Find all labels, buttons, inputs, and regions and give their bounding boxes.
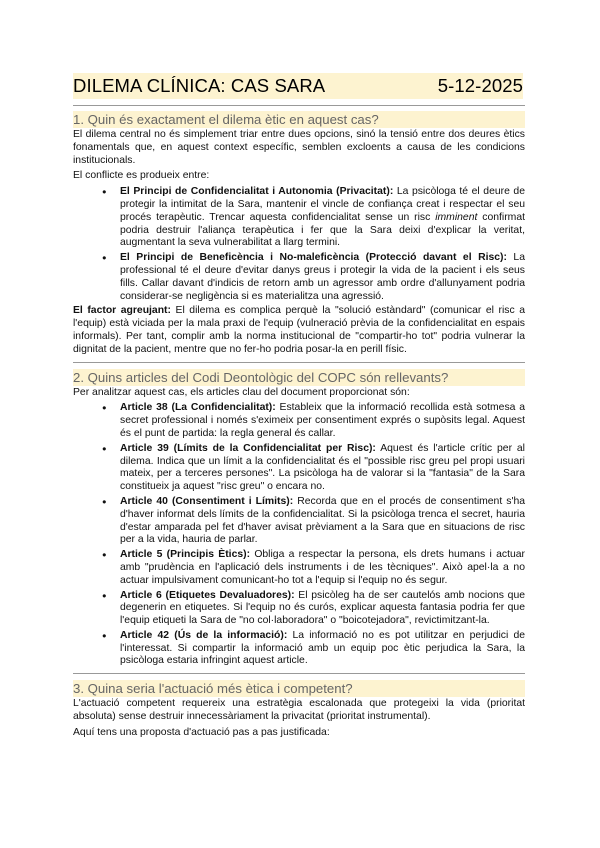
section-1-list [73,186,525,303]
section-3-paragraph-2: Aquí tens una proposta d'actuació pas a pas justificada: [73,726,330,738]
section-1-paragraph-2: El conflicte es produeix entre: [73,170,210,182]
document-date: 5-12-2025 [437,75,523,96]
list-item: ● Article 40 (Consentiment i Límits): Recorda que en el procés de consentiment s'ha d'haver informat dels límits de la confidencialitat. Si la psicòloga trenca el secret, hauria d'estar amparada pel fet d'haver avisat prèviament a la Sara que en situacions de risc per a la vida, hauria de parlar. [120,496,525,547]
section-2-intro: Per analitzar aquest cas, els articles clau del document proporcionat són: [73,386,410,398]
section-3-paragraph-1: L'actuació competent requereix una estratègia escalonada que protegeixi la vida (prioritat absoluta) sense destruir innecessàriament la privacitat (prioritat instrumental). [73,698,525,723]
section-1-heading: 1. Quin és exactament el dilema ètic en aquest cas? [73,111,525,128]
list-item: ● Article 38 (La Confidencialitat): Estableix que la informació recollida està sotmesa a secret professional i només s'eximeix per consentiment exprés o supòsits legal. Aquest és el punt de partida: la regla general és callar. [120,402,525,440]
list-item: ● El Principi de Confidencialitat i Autonomia (Privacitat): La psicòloga té el deure de protegir la intimitat de la Sara, mantenir el vincle de confiança creat i respectar el seu procés terapèutic. Trencar aquesta confidencialitat sense un risc imminent confirmat podria destruir l'aliança terapèutica i fer que la Sara deixi d'explicar la veritat, augmentant la seva vulnerabilitat a llarg termini. [120,186,525,250]
section-1-paragraph-1: El dilema central no és simplement triar entre dues opcions, sinó la tensió entre dos deures ètics fonamentals que, en aquest context específic, semblen excloents a causa de les condicions institucionals. [73,129,525,166]
list-item: ● Article 42 (Ús de la informació): La informació no es pot utilitzar en perjudici de l'interessat. Si compartir la informació amb un equip poc ètic perjudica la Sara, la psicòloga estaria infringint aquest article. [120,630,525,668]
list-item-title: El Principi de Confidencialitat i Autonomia (Privacitat): [120,186,394,198]
list-item-title: Article 38 (La Confidencialitat): [120,402,276,414]
section-1-factor: El factor agreujant: El dilema es complica perquè la "solució estàndard" (comunicar el risc a l'equip) està viciada per la mala praxi de l'equip (vulneració prèvia de la confidencialitat en espais informals). Per tant, complir amb la norma institucional de "compartir-ho tot" podria vulnerar la dignitat de la pacient, mentre que no fer-ho podria posar-la en perill físic. [73,305,525,355]
section-2-list [73,402,525,668]
list-item-title: Article 5 (Principis Ètics): [120,549,251,561]
section-3-heading: 3. Quina seria l'actuació més ètica i competent? [73,680,525,697]
section-2-heading: 2. Quins articles del Codi Deontològic del COPC són rellevants? [73,369,525,386]
title-bar [73,73,523,99]
list-item: ● Article 39 (Límits de la Confidencialitat per Risc): Aquest és l'article crític per al dilema. Indica que un límit a la confidencialitat és el "possible risc greu pel propi usuari mateix, per a terceres persones". La psicòloga ha de valorar si la "fantasia" de la Sara constitueix ja aquest "risc greu" o encara no. [120,443,525,494]
list-item-title: Article 40 (Consentiment i Límits): [120,495,294,507]
list-item: ● El Principi de Beneficència i No-maleficència (Protecció davant el Risc): La professional té el deure d'evitar danys greus i protegir la vida de la pacient i els seus fills. Callar davant d'indicis de retorn amb un agressor amb ordre d'allunyament podria considerar-se negligència si es materialitza una agressió. [120,252,525,303]
emphasis-text: imminent [435,211,478,223]
list-item: ● Article 5 (Principis Ètics): Obliga a respectar la persona, els drets humans i actuar amb "prudència en l'aplicació dels instruments i de les tècniques". Això apel·la a no actuar impulsivament comunicant-ho tot a l'equip si l'equip no és segur. [120,549,525,587]
title-divider [73,105,525,106]
section-divider [73,362,525,363]
document-body [73,111,525,743]
list-item-title: Article 39 (Límits de la Confidencialitat per Risc): [120,442,376,454]
document-title: DILEMA CLÍNICA: CAS SARA [73,75,326,96]
list-item: ● Article 6 (Etiquetes Devaluadores): El psicòleg ha de ser cautelós amb nocions que degenerin en etiquetes. Si l'equip no és curós, explicar aquesta fantasia podria fer que l'equip etiqueti la Sara de "no col·laboradora" o "boicotejadora", revictimitzant-la. [120,590,525,628]
list-item-title: El Principi de Beneficència i No-maleficència (Protecció davant el Risc): [120,252,507,264]
section-divider [73,673,525,674]
list-item-title: Article 6 (Etiquetes Devaluadores): [120,589,295,601]
list-item-title: Article 42 (Ús de la informació): [120,629,288,641]
